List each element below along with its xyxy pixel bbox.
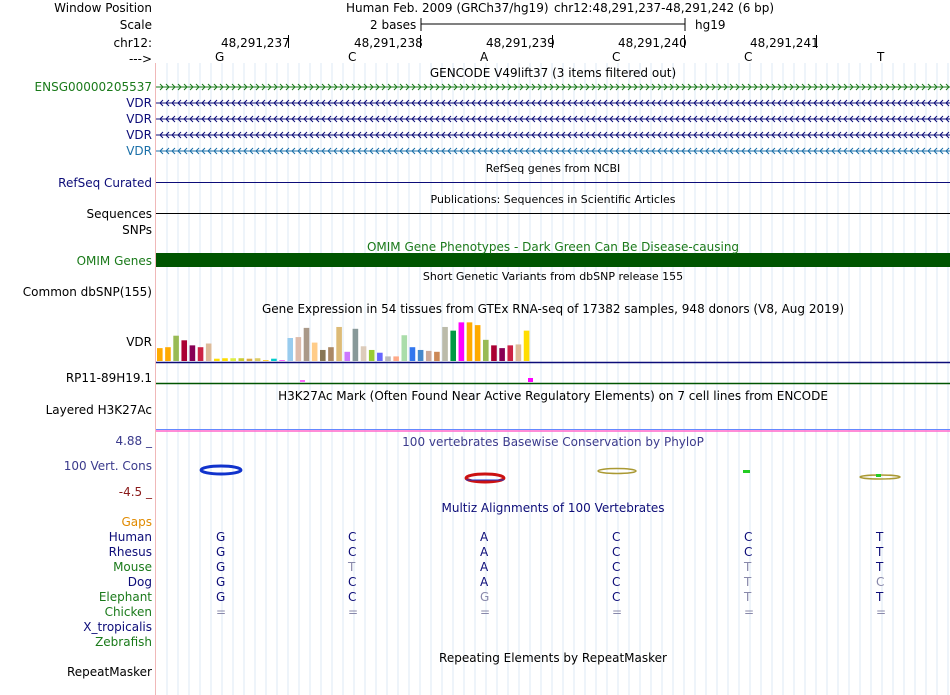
gtex-bar: [279, 360, 285, 361]
species-label[interactable]: Zebrafish: [95, 635, 152, 649]
alignment-base: C: [348, 575, 357, 589]
gtex-bar: [312, 343, 318, 361]
coord-label: 48,291,239: [486, 36, 555, 50]
gtex-bar: [385, 356, 391, 361]
gtex-bar: [271, 359, 277, 361]
alignment-base: T: [876, 590, 884, 604]
gtex-bar: [173, 336, 179, 361]
alignment-base: =: [612, 605, 623, 619]
gtex-bar: [304, 328, 310, 361]
phylop-mark-t3: [876, 474, 881, 477]
species-label[interactable]: X_tropicalis: [83, 620, 152, 634]
alignment-base: T: [876, 560, 884, 574]
species-label[interactable]: Human: [108, 530, 152, 544]
alignment-base: C: [612, 560, 621, 574]
gene-label-vdr[interactable]: VDR: [126, 112, 152, 126]
alignment-base: G: [216, 545, 226, 559]
omim-track-title[interactable]: OMIM Gene Phenotypes - Dark Green Can Be Disease-causing: [366, 240, 740, 254]
alignment-base: =: [876, 605, 887, 619]
gtex-bar: [410, 347, 416, 361]
phylop-mark-g: [201, 466, 241, 474]
gencode-track-title[interactable]: GENCODE V49lift37 (3 items filtered out): [429, 66, 677, 80]
gtex-bar: [181, 340, 187, 361]
gtex-bar: [442, 327, 448, 361]
alignment-base: C: [612, 530, 621, 544]
gtex-bar: [524, 331, 530, 361]
gtex-bar: [287, 338, 293, 361]
base-letter: A: [480, 50, 489, 64]
gtex-bar: [157, 348, 163, 361]
gtex-bar: [247, 359, 253, 361]
species-label[interactable]: Elephant: [98, 590, 152, 604]
gtex-bar: [475, 325, 481, 361]
gtex-bar: [230, 358, 236, 361]
dbsnp-label[interactable]: Common dbSNP(155): [22, 285, 152, 299]
coord-label: 48,291,237: [221, 36, 290, 50]
scale-label: Scale: [119, 18, 152, 32]
gtex-bar: [393, 356, 399, 361]
publications-label[interactable]: Sequences: [86, 207, 152, 221]
base-letter: C: [348, 50, 357, 64]
alignment-base: T: [348, 560, 356, 574]
coord-label: 48,291,240: [618, 36, 687, 50]
gtex-bar: [206, 344, 212, 361]
alignment-base: =: [480, 605, 491, 619]
species-label[interactable]: Dog: [127, 575, 152, 589]
gtex-track-title[interactable]: Gene Expression in 54 tissues from GTEx RNA-seq of 17382 samples, 948 donors (V8, Aug 2019): [261, 302, 845, 316]
gtex-bar: [296, 337, 302, 361]
alignment-base: G: [216, 590, 226, 604]
alignment-base: C: [876, 575, 885, 589]
alignment-base: =: [216, 605, 227, 619]
alignment-base: C: [348, 530, 357, 544]
gtex-bar: [516, 344, 522, 361]
alignment-base: T: [744, 590, 752, 604]
gtex-bar: [328, 347, 334, 361]
alignment-base: G: [216, 530, 226, 544]
gtex-bar: [222, 358, 228, 361]
gene-label-ensg[interactable]: ENSG00000205537: [34, 80, 152, 94]
dbsnp-track-title[interactable]: Short Genetic Variants from dbSNP release 155: [422, 270, 684, 283]
phylop-ymin: -4.5 _: [118, 485, 152, 499]
alignment-base: G: [480, 590, 490, 604]
alignment-base: A: [480, 560, 489, 574]
coord-label: 48,291,241: [750, 36, 819, 50]
alignment-base: T: [876, 545, 884, 559]
gtex-small-bar: [300, 380, 305, 382]
gtex-bar: [467, 322, 473, 361]
gtex-bar: [491, 345, 497, 361]
phylop-mark-c: [598, 469, 636, 474]
h3k27ac-track-title[interactable]: H3K27Ac Mark (Often Found Near Active Regulatory Elements) on 7 cell lines from ENCODE: [278, 389, 828, 403]
gtex-bar: [434, 352, 440, 361]
gtex-bar: [426, 351, 432, 361]
gtex-bar: [353, 329, 359, 361]
gtex-bar: [214, 359, 220, 361]
gene-label-vdr[interactable]: VDR: [126, 128, 152, 142]
alignment-base: =: [348, 605, 359, 619]
omim-label[interactable]: OMIM Genes: [76, 254, 152, 268]
phylop-track-title[interactable]: 100 vertebrates Basewise Conservation by PhyloP: [402, 435, 704, 449]
snps-label[interactable]: SNPs: [122, 223, 152, 237]
alignment-base: C: [612, 545, 621, 559]
gene-label-vdr[interactable]: VDR: [126, 144, 152, 158]
base-letter: C: [744, 50, 753, 64]
gtex-bar: [483, 340, 489, 361]
alignment-base: T: [876, 530, 884, 544]
publications-track-title[interactable]: Publications: Sequences in Scientific Articles: [430, 193, 676, 206]
window-position-label: Window Position: [54, 1, 152, 15]
phylop-mark-t: [743, 470, 750, 473]
alignment-base: C: [612, 575, 621, 589]
gtex-bar: [402, 335, 408, 361]
chrom-label: chr12:: [113, 36, 152, 50]
alignment-base: A: [480, 575, 489, 589]
alignment-base: C: [612, 590, 621, 604]
refseq-label[interactable]: RefSeq Curated: [58, 176, 152, 190]
phylop-mark-a: [466, 474, 504, 482]
gtex-bar: [165, 347, 171, 361]
gtex-bar: [336, 327, 342, 361]
repeatmasker-label[interactable]: RepeatMasker: [66, 665, 152, 679]
gtex-small-bar: [528, 378, 533, 382]
gtex-bar: [418, 350, 424, 361]
gtex-bar: [450, 331, 456, 361]
alignment-base: A: [480, 545, 489, 559]
gtex-bar: [320, 350, 326, 361]
strand-label: --->: [128, 52, 152, 66]
gtex-bar: [361, 346, 367, 361]
position-text: chr12:48,291,237-48,291,242 (6 bp): [554, 1, 775, 15]
scale-db: hg19: [695, 18, 726, 32]
alignment-base: G: [216, 575, 226, 589]
gene-label-vdr[interactable]: VDR: [126, 96, 152, 110]
omim-bar: [156, 253, 950, 267]
gtex-bar: [377, 353, 383, 361]
gtex-bar: [239, 358, 245, 361]
gtex-bar: [344, 352, 350, 361]
species-label[interactable]: Mouse: [113, 560, 152, 574]
alignment-base: A: [480, 530, 489, 544]
assembly-text: Human Feb. 2009 (GRCh37/hg19): [346, 1, 549, 15]
alignment-base: C: [348, 590, 357, 604]
scale-text: 2 bases: [370, 18, 417, 32]
alignment-base: C: [348, 545, 357, 559]
repeatmasker-track-title[interactable]: Repeating Elements by RepeatMasker: [439, 651, 667, 665]
gtex-bar: [499, 348, 505, 361]
alignment-base: T: [744, 575, 752, 589]
phylop-ymax: 4.88 _: [115, 434, 152, 448]
refseq-track-title[interactable]: RefSeq genes from NCBI: [485, 162, 621, 175]
phylop-label[interactable]: 100 Vert. Cons: [63, 459, 152, 473]
gtex-bar: [198, 347, 204, 361]
base-letter: C: [612, 50, 621, 64]
multiz-track-title[interactable]: Multiz Alignments of 100 Vertebrates: [441, 501, 665, 515]
gtex-bar: [459, 322, 465, 361]
alignment-base: G: [216, 560, 226, 574]
gtex-bar: [507, 345, 513, 361]
coord-label: 48,291,238: [354, 36, 423, 50]
alignment-base: T: [744, 560, 752, 574]
base-letter: G: [215, 50, 225, 64]
gtex-label-rp11[interactable]: RP11-89H19.1: [65, 371, 152, 385]
base-letter: T: [877, 50, 885, 64]
alignment-base: C: [744, 545, 753, 559]
gtex-bar: [255, 358, 261, 361]
gtex-bar: [369, 350, 375, 361]
gaps-label[interactable]: Gaps: [121, 515, 152, 529]
species-label[interactable]: Chicken: [104, 605, 152, 619]
species-label[interactable]: Rhesus: [108, 545, 152, 559]
h3k27ac-label[interactable]: Layered H3K27Ac: [45, 403, 152, 417]
gtex-bar: [263, 360, 269, 361]
alignment-base: C: [744, 530, 753, 544]
gtex-label-vdr[interactable]: VDR: [126, 335, 152, 349]
gtex-bar: [190, 345, 196, 361]
alignment-base: =: [744, 605, 755, 619]
